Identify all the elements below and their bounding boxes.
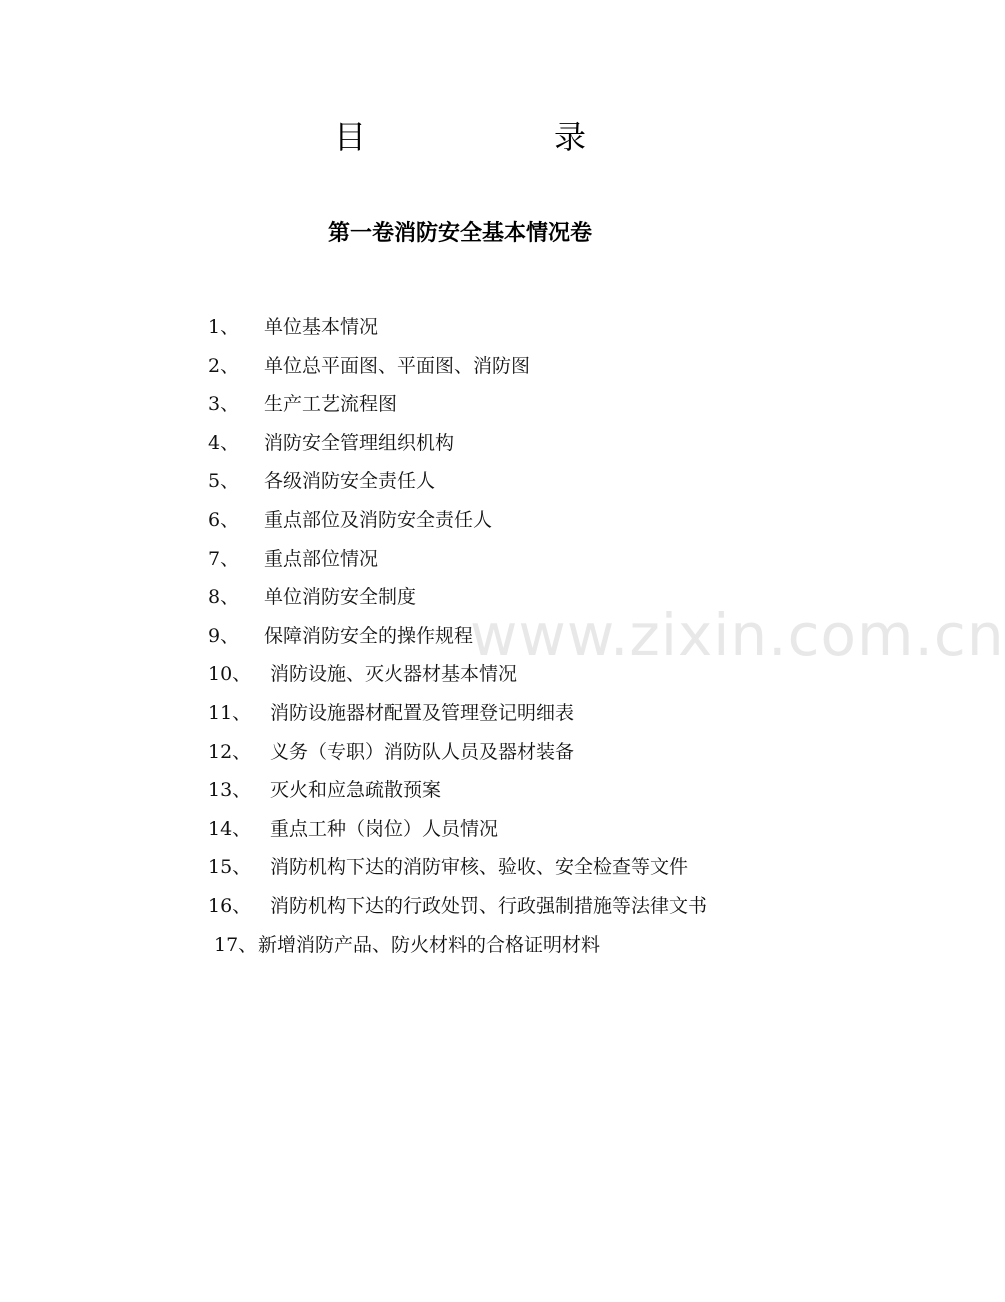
toc-item-number: 8、 — [208, 586, 240, 609]
toc-item-label: 重点部位及消防安全责任人 — [264, 508, 493, 531]
toc-item — [0, 347, 920, 386]
toc-item-number: 16、 — [208, 894, 252, 917]
toc-item-label: 单位基本情况 — [264, 316, 379, 338]
toc-item-label: 灭火和应急疏散预案 — [270, 779, 442, 802]
toc-item-label: 消防设施器材配置及管理登记明细表 — [270, 701, 575, 724]
toc-item-label: 消防安全管理组织机构 — [264, 431, 455, 454]
toc-item-label: 生产工艺流程图 — [264, 393, 398, 416]
toc-item-label: 消防机构下达的消防审核、验收、安全检查等文件 — [270, 856, 689, 879]
toc-item — [0, 308, 920, 347]
toc-item-number: 4、 — [208, 431, 240, 454]
toc-item — [0, 733, 920, 772]
toc-item — [0, 424, 920, 463]
title-char-right: 录 — [554, 118, 587, 156]
toc-item — [0, 926, 920, 965]
toc-item-label: 消防机构下达的行政处罚、行政强制措施等法律文书 — [270, 894, 708, 917]
toc-item-label: 义务（专职）消防队人员及器材装备 — [270, 740, 575, 763]
toc-item-number: 1、 — [208, 316, 240, 338]
toc-item-label: 消防设施、灭火器材基本情况 — [270, 663, 518, 686]
toc-item-label: 新增消防产品、防火材料的合格证明材料 — [258, 933, 601, 956]
watermark: www.zixin.com.cn — [470, 601, 1005, 669]
toc-item-number: 7、 — [208, 547, 240, 570]
toc-item-number: 12、 — [208, 740, 252, 763]
title-char-left: 目 — [334, 118, 367, 156]
toc-item-label: 单位总平面图、平面图、消防图 — [264, 354, 531, 377]
toc-item-label: 单位消防安全制度 — [264, 586, 417, 609]
toc-item — [0, 810, 920, 849]
toc-item — [0, 655, 920, 694]
toc-item-number: 13、 — [208, 779, 252, 802]
toc-item-number: 6、 — [208, 508, 240, 531]
toc-item-number: 5、 — [208, 470, 240, 493]
toc-item — [0, 462, 920, 501]
toc-item — [0, 617, 920, 656]
volume-subtitle: 第一卷消防安全基本情况卷 — [327, 221, 592, 246]
table-of-contents — [0, 308, 920, 964]
toc-item — [0, 771, 920, 810]
toc-item — [0, 848, 920, 887]
toc-item-number: 9、 — [208, 624, 240, 647]
toc-item — [0, 540, 920, 579]
toc-item-number: 14、 — [208, 817, 252, 840]
toc-item-label: 各级消防安全责任人 — [264, 470, 436, 493]
toc-item-number: 2、 — [208, 354, 240, 377]
toc-item-number: 3、 — [208, 393, 240, 416]
toc-item-number: 11、 — [208, 701, 252, 724]
toc-item — [0, 385, 920, 424]
toc-item — [0, 694, 920, 733]
toc-item-number: 15、 — [208, 856, 252, 879]
page-title — [0, 112, 920, 162]
toc-item — [0, 578, 920, 617]
toc-item-label: 重点部位情况 — [264, 547, 379, 570]
toc-item — [0, 887, 920, 926]
toc-item-number: 10、 — [208, 663, 252, 686]
toc-item — [0, 501, 920, 540]
toc-item-number: 17、 — [214, 933, 258, 956]
toc-item-label: 保障消防安全的操作规程 — [264, 624, 474, 647]
toc-item-label: 重点工种（岗位）人员情况 — [270, 817, 499, 840]
